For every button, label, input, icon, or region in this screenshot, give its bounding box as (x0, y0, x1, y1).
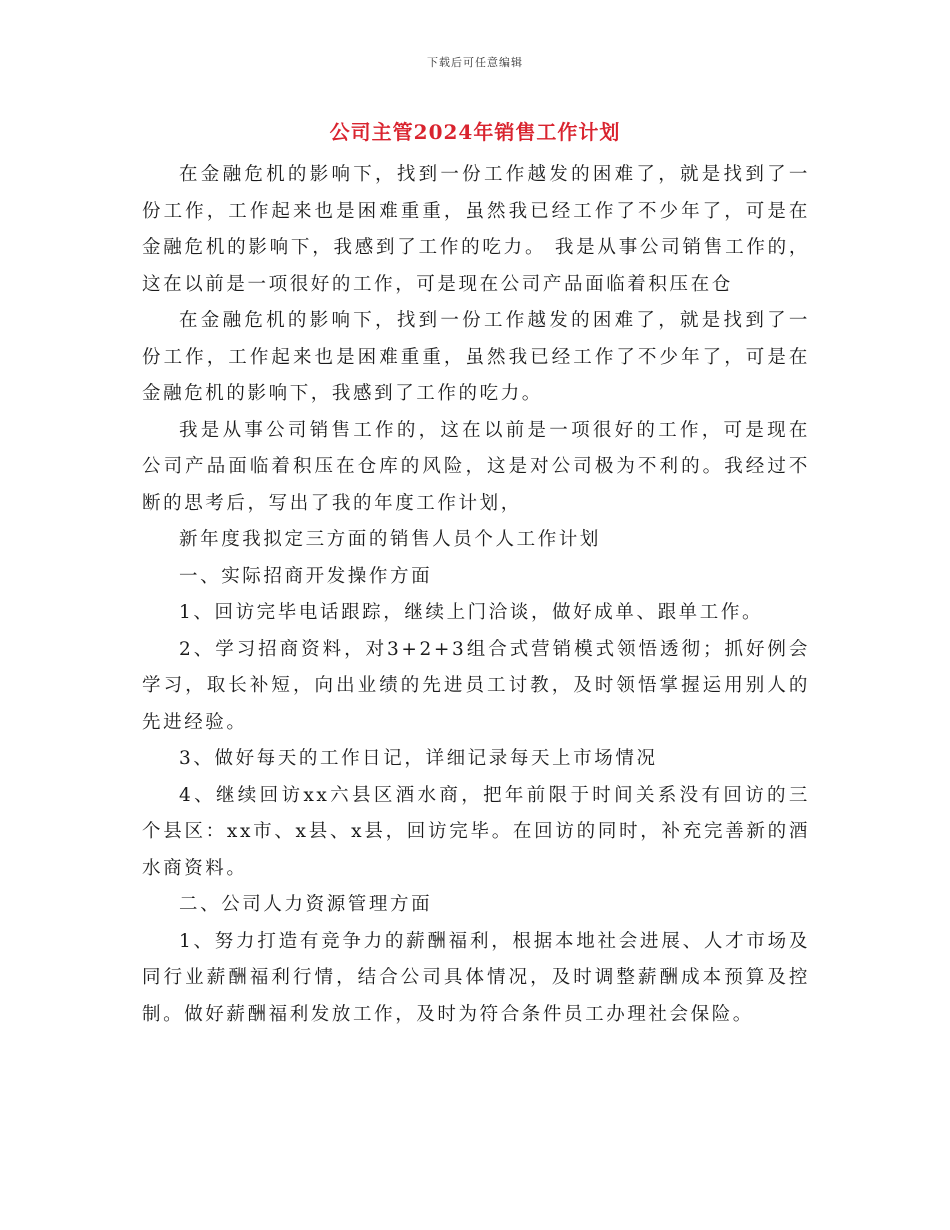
document-body (142, 157, 810, 1033)
paragraph: 我是从事公司销售工作的，这在以前是一项很好的工作，可是现在公司产品面临着积压在仓库的风险，这是对公司极为不利的。我经过不断的思考后，写出了我的年度工作计划， (142, 419, 810, 514)
paragraph: 新年度我拟定三方面的销售人员个人工作计划 (179, 529, 602, 550)
section-heading: 一、实际招商开发操作方面 (179, 565, 433, 587)
list-item: 4、继续回访xx六县区酒水商，把年前限于时间关系没有回访的三个县区：xx市、x县、x县，回访完毕。在回访的同时，补充完善新的酒水商资料。 (142, 784, 810, 879)
section-heading: 二、公司人力资源管理方面 (179, 894, 433, 915)
list-item: 2、学习招商资料，对3+2+3组合式营销模式领悟透彻；抓好例会学习，取长补短，向出业绩的先进员工讨教，及时领悟掌握运用别人的先进经验。 (142, 638, 810, 733)
paragraph: 在金融危机的影响下，找到一份工作越发的困难了，就是找到了一份工作，工作起来也是困难重重，虽然我已经工作了不少年了，可是在金融危机的影响下，我感到了工作的吃力。 我是从事公司销售工作的，这在以前是一项很好的工作，可是现在公司产品面临着积压在仓 (142, 164, 810, 295)
list-item: 1、努力打造有竞争力的薪酬福利，根据本地社会进展、人才市场及同行业薪酬福利行情，结合公司具体情况，及时调整薪酬成本预算及控制。做好薪酬福利发放工作，及时为符合条件员工办理社会保险。 (142, 930, 810, 1025)
header-note: 下载后可任意编辑 (427, 56, 523, 69)
paragraph: 在金融危机的影响下，找到一份工作越发的困难了，就是找到了一份工作，工作起来也是困难重重，虽然我已经工作了不少年了，可是在金融危机的影响下，我感到了工作的吃力。 (142, 310, 810, 404)
list-item: 3、做好每天的工作日记，详细记录每天上市场情况 (179, 748, 658, 769)
list-item: 1、回访完毕电话跟踪，继续上门洽谈，做好成单、跟单工作。 (179, 602, 764, 623)
document-title: 公司主管2024年销售工作计划 (329, 120, 621, 144)
